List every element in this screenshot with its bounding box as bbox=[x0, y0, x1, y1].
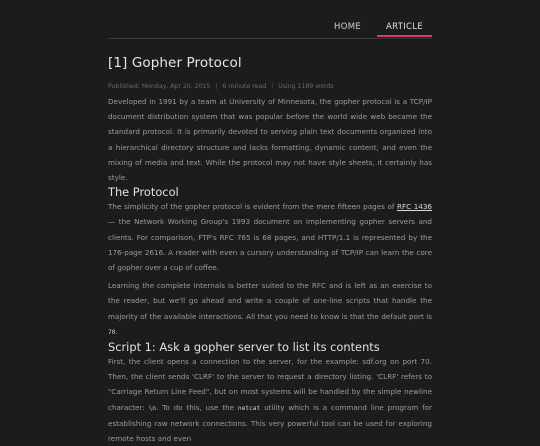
newline-code: \n bbox=[148, 404, 157, 412]
protocol-paragraph: The simplicity of the gopher protocol is evident from the mere fifteen pages of RFC 1436 — the Network Working Group's 1993 document on implementing gopher servers and clients. For comparison, FTP's RFC 765 is 68 pages, and HTTP/1.1 is represented by the 176-page 2616. A reader with even a cursory understanding of TCP/IP can learn the core of gopher over a cup of coffee. bbox=[108, 202, 432, 273]
read-time: 6 minute read bbox=[222, 83, 267, 90]
section-heading-script1: Script 1: Ask a gopher server to list its contents bbox=[108, 340, 380, 355]
rfc-1436-link[interactable]: RFC 1436 bbox=[396, 202, 432, 212]
intro-paragraph: Developed in 1991 by a team at University of Minnesota, the gopher protocol is a TCP/IP document distribution system that was popular before the world wide web became the standard protocol. It is primarily devoted to serving plain text documents organized into a hierarchical directory structure and lacks formatting, dynamic content, and even the mixing of media and text. While the protocol may not have style sheets, it certainly has style. bbox=[108, 97, 432, 183]
top-nav bbox=[318, 22, 432, 37]
netcat-code: netcat bbox=[237, 404, 261, 412]
article-title: [1] Gopher Protocol bbox=[108, 55, 242, 71]
nav-home-link[interactable]: HOME bbox=[334, 22, 362, 32]
article bbox=[108, 55, 432, 446]
script1-paragraph: First, the client opens a connection to the server, for the example: sdf.org on port 70. Then, the client sends 'CLRF' to the server to request a directory listing. 'CLRF' refers to "Carriage Return Line Feed", but on most systems will be handled by the simple newline character: \n. To do this, use the netcat utility which is a command line program for establishing raw network connections. This very powerful tool can be used for exploring remote hosts and even bbox=[108, 357, 433, 444]
published-date: Published: Monday, Apr 20, 2015 bbox=[108, 83, 211, 90]
article-meta: Published: Monday, Apr 20, 2015 | 6 minute read | Using 1189 words bbox=[108, 83, 334, 90]
port-code: 70 bbox=[108, 328, 116, 336]
word-count: Using 1189 words bbox=[278, 83, 334, 90]
nav-divider bbox=[108, 38, 432, 39]
section-heading-protocol: The Protocol bbox=[108, 185, 179, 200]
nav-article-link[interactable]: ARTICLE bbox=[377, 22, 432, 37]
internals-paragraph: Learning the complete internals is better suited to the RFC and is left as an exercise to the reader, but we'll go ahead and write a couple of one-line scripts that handle the majority of the available interactions. All that you need to know is that the default port is 70. bbox=[108, 281, 432, 336]
